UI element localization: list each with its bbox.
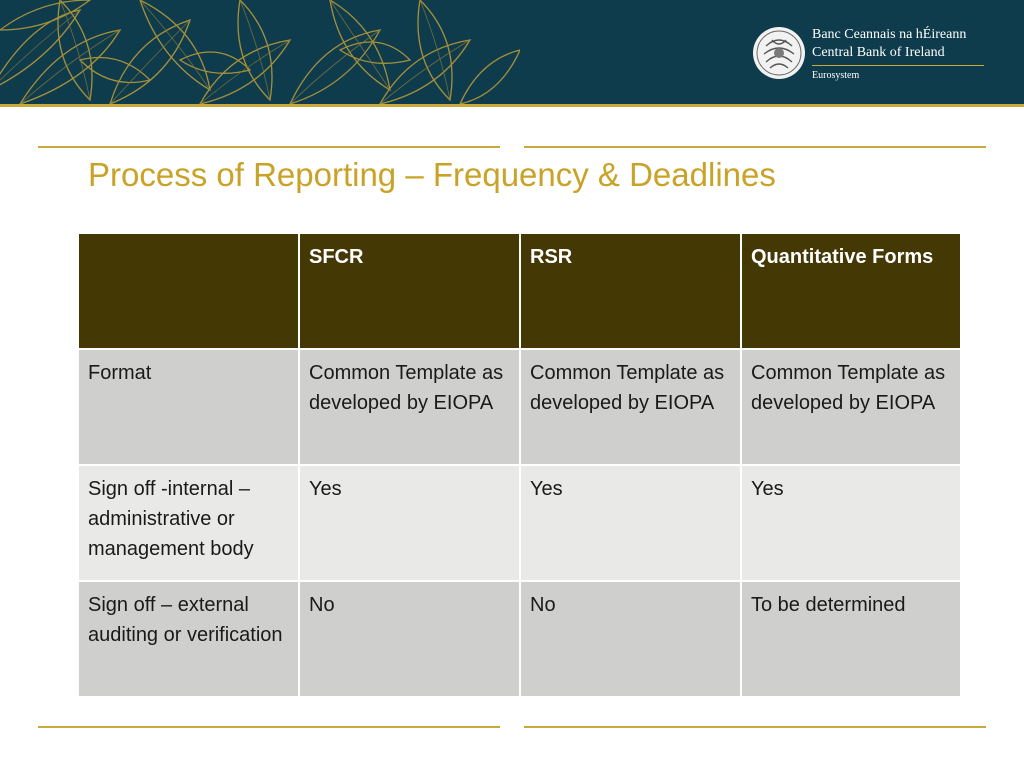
header-cell-sfcr: SFCR — [299, 233, 520, 349]
row-label-internal-sign-off: Sign off -internal – administrative or management body — [78, 465, 299, 581]
top-left-divider — [38, 146, 500, 148]
table-cell: No — [520, 581, 741, 697]
row-label-format: Format — [78, 349, 299, 465]
top-right-divider — [524, 146, 986, 148]
leaf-pattern-decoration — [0, 0, 520, 104]
bottom-left-divider — [38, 726, 500, 728]
table-cell: Yes — [741, 465, 961, 581]
central-bank-seal-icon — [752, 26, 806, 80]
table-cell: Yes — [520, 465, 741, 581]
header-banner — [0, 0, 1024, 104]
reporting-table — [77, 232, 962, 698]
row-label-external-sign-off: Sign off – external auditing or verification — [78, 581, 299, 697]
table-cell: Common Template as developed by EIOPA — [520, 349, 741, 465]
header-cell-rsr: RSR — [520, 233, 741, 349]
table-cell: To be determined — [741, 581, 961, 697]
table-cell: Common Template as developed by EIOPA — [741, 349, 961, 465]
brand-subtitle: Eurosystem — [812, 70, 860, 81]
table-cell: No — [299, 581, 520, 697]
brand-name-english: Central Bank of Ireland — [812, 45, 945, 60]
brand-name-irish: Banc Ceannais na hÉireann — [812, 27, 967, 42]
header-cell-empty — [78, 233, 299, 349]
table-row — [78, 581, 961, 697]
brand-block — [812, 26, 992, 82]
header-cell-quantitative-forms: Quantitative Forms — [741, 233, 961, 349]
table-cell: Common Template as developed by EIOPA — [299, 349, 520, 465]
table-cell: Yes — [299, 465, 520, 581]
banner-gold-rule — [0, 104, 1024, 107]
slide-title: Process of Reporting – Frequency & Deadlines — [88, 156, 776, 193]
brand-divider — [812, 65, 984, 66]
table-header-row — [78, 233, 961, 349]
bottom-right-divider — [524, 726, 986, 728]
table-row — [78, 465, 961, 581]
table-row — [78, 349, 961, 465]
